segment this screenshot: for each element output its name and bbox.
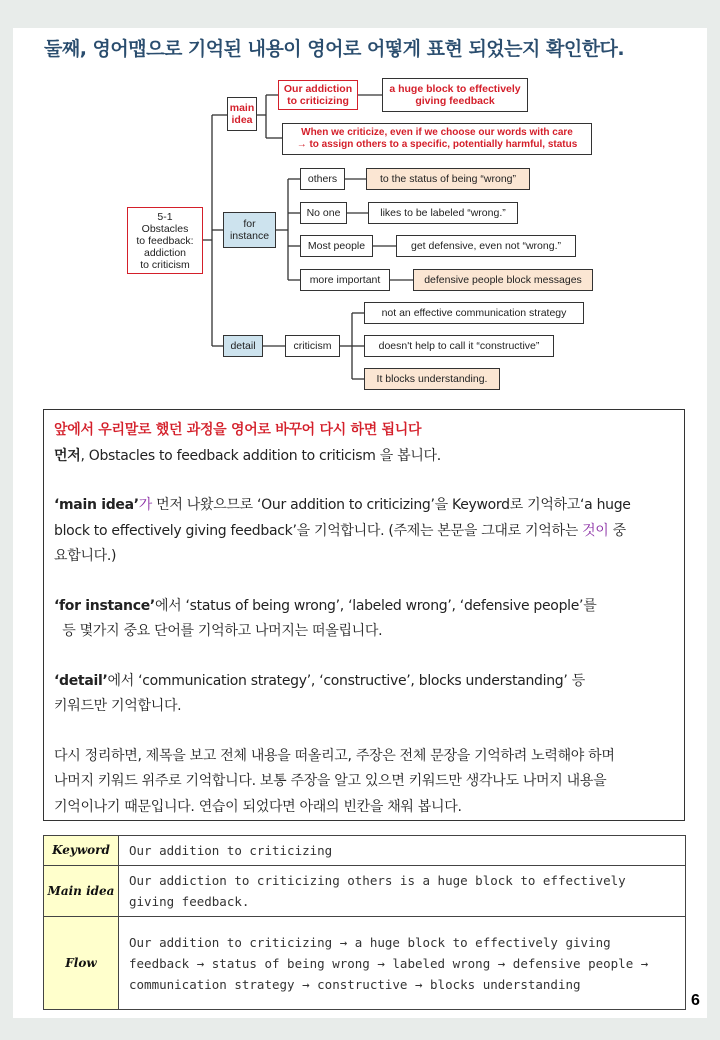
first-text: , Obstacles to feedback addition to criticism 을 봅니다. — [80, 447, 441, 464]
row-value: Our addition to criticizing — [119, 836, 686, 866]
main-idea-node: main idea — [227, 97, 257, 131]
detail-node: detail — [223, 335, 263, 357]
table-row — [44, 917, 686, 1010]
para4-text: 에서 ‘communication strategy’, ‘constructive’, blocks understanding’ 등 — [107, 672, 585, 689]
row-value: Our addition to criticizing → a huge block to effectively giving feedback → status of being wrong → labeled wrong → defensive people → communication strategy → constructive → blocks understanding — [119, 917, 686, 1010]
para2-text: 요합니다.) — [54, 548, 117, 564]
summary-table — [43, 835, 686, 1010]
row-value: Our addiction to criticizing others is a huge block to effectively giving feedback. — [119, 866, 686, 917]
term-main-idea: ‘main idea’ — [54, 497, 139, 513]
criticism-node: criticism — [285, 335, 340, 357]
intro-text: 앞에서 우리말로 했던 과정을 영어로 바꾸어 다시 하면 됩니다 — [54, 422, 422, 438]
para2-text: 중 — [608, 522, 626, 539]
particle: 가 — [138, 497, 153, 513]
detail-item: It blocks understanding. — [364, 368, 500, 390]
para5-text: 기억이나기 때문입니다. 연습이 되었다면 아래의 빈칸을 채워 봅니다. — [54, 798, 462, 815]
page-heading: 둘째, 영어맵으로 기억된 내용이 영어로 어떻게 표현 되었는지 확인한다. — [44, 38, 625, 60]
instance-detail: to the status of being “wrong” — [366, 168, 530, 190]
for-instance-node: for instance — [223, 212, 276, 248]
instance-subject: more important — [300, 269, 390, 291]
emphasis-text: 것이 — [582, 522, 609, 539]
term-detail: ‘detail’ — [54, 672, 108, 689]
para3-text: 에서 ‘status of being wrong’, ‘labeled wrong’, ‘defensive people’를 — [154, 597, 597, 614]
para2-text: block to effectively giving feedback’을 기억합니다. (주제는 본문을 그대로 기억하는 — [54, 522, 583, 539]
instance-subject: others — [300, 168, 345, 190]
para2-text: 먼저 나왔으므로 ‘Our addition to criticizing’을 Keyword로 기억하고‘a huge — [152, 497, 631, 513]
main-idea-phrase: Our addiction to criticizing — [278, 80, 358, 110]
detail-item: doesn't help to call it “constructive” — [364, 335, 554, 357]
row-label: Flow — [44, 917, 119, 1010]
row-label: Keyword — [44, 836, 119, 866]
para3-text: 등 몇가지 중요 단어를 기억하고 나머지는 떠올립니다. — [54, 623, 383, 639]
instance-subject: Most people — [300, 235, 373, 257]
table-row — [44, 836, 686, 866]
instance-detail: defensive people block messages — [413, 269, 593, 291]
page-number: 6 — [691, 992, 700, 1009]
para5-text: 다시 정리하면, 제목을 보고 전체 내용을 떠올리고, 주장은 전체 문장을 기억하려 노력해야 하며 — [54, 747, 615, 764]
instance-detail: likes to be labeled “wrong.” — [368, 202, 518, 224]
main-idea-result: a huge block to effectively giving feedback — [382, 78, 528, 112]
detail-item: not an effective communication strategy — [364, 302, 584, 324]
instance-subject: No one — [300, 202, 347, 224]
para5-text: 나머지 키워드 위주로 기억합니다. 보통 주장을 알고 있으면 키워드만 생각나도 나머지 내용을 — [54, 773, 607, 789]
explanation-box — [43, 409, 685, 821]
para4-text: 키워드만 기억합니다. — [54, 698, 182, 714]
instance-detail: get defensive, even not “wrong.” — [396, 235, 576, 257]
mindmap-connectors — [0, 0, 720, 400]
term-for-instance: ‘for instance’ — [54, 597, 155, 614]
main-idea-sentence: When we criticize, even if we choose our words with care → to assign others to a specific, potentially harmful, status — [282, 123, 592, 155]
mindmap-root: 5-1 Obstacles to feedback: addiction to criticism — [127, 207, 203, 274]
first-label: 먼저 — [54, 447, 81, 464]
row-label: Main idea — [44, 866, 119, 917]
table-row — [44, 866, 686, 917]
